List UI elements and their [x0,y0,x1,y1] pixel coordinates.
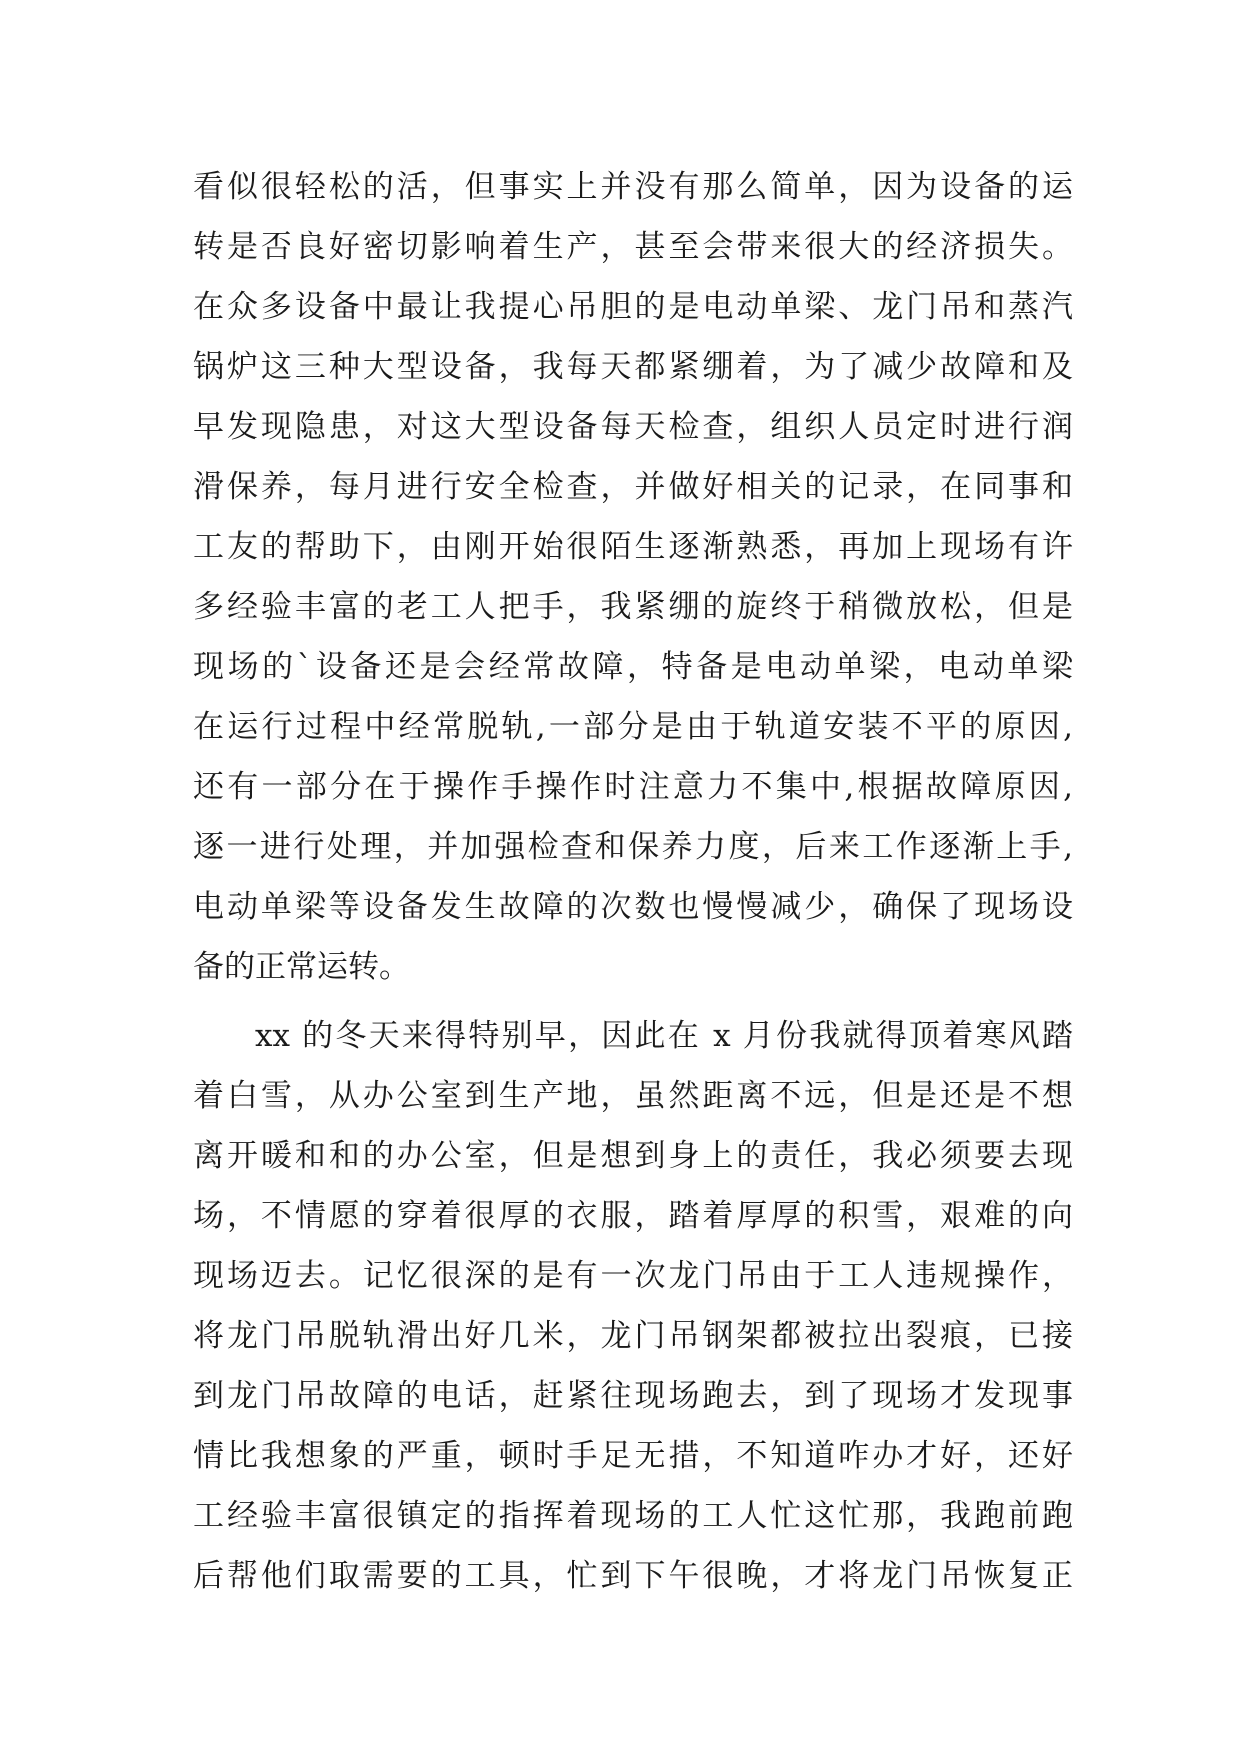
text-line: 情比我想象的严重，顿时手足无措，不知道咋办才好，还好 [193,1438,1073,1474]
text-line: 早发现隐患，对这大型设备每天检查，组织人员定时进行润 [193,409,1073,445]
text-line: 离开暖和和的办公室，但是想到身上的责任，我必须要去现 [193,1138,1073,1174]
text-line: 着白雪，从办公室到生产地，虽然距离不远，但是还是不想 [193,1078,1073,1114]
text-line: 看似很轻松的活，但事实上并没有那么简单，因为设备的运 [193,169,1073,205]
text-line: 场，不情愿的穿着很厚的衣服，踏着厚厚的积雪，艰难的向 [193,1198,1073,1234]
text-line: 多经验丰富的老工人把手，我紧绷的旋终于稍微放松，但是 [193,589,1073,625]
text-line: 电动单梁等设备发生故障的次数也慢慢减少，确保了现场设 [193,889,1073,925]
text-line: 将龙门吊脱轨滑出好几米，龙门吊钢架都被拉出裂痕，已接 [193,1318,1073,1354]
paragraph-spacer [193,997,1073,1006]
text-line: xx 的冬天来得特别早，因此在 x 月份我就得顶着寒风踏 [255,1018,1073,1054]
text-line: 后帮他们取需要的工具，忙到下午很晚，才将龙门吊恢复正 [193,1558,1073,1594]
document-body [193,157,1073,1606]
text-line: 现场迈去。记忆很深的是有一次龙门吊由于工人违规操作， [193,1258,1073,1294]
text-line: 在众多设备中最让我提心吊胆的是电动单梁、龙门吊和蒸汽 [193,289,1073,325]
text-line: 锅炉这三种大型设备，我每天都紧绷着，为了减少故障和及 [193,349,1073,385]
text-line: 逐一进行处理，并加强检查和保养力度，后来工作逐渐上手, [193,829,1073,865]
text-line: 在运行过程中经常脱轨,一部分是由于轨道安装不平的原因, [193,709,1073,745]
paragraph-2 [193,1006,1073,1606]
text-line: 转是否良好密切影响着生产，甚至会带来很大的经济损失。 [193,229,1073,265]
text-line: 现场的`设备还是会经常故障，特备是电动单梁，电动单梁 [193,649,1073,685]
paragraph-1 [193,157,1073,997]
text-line: 还有一部分在于操作手操作时注意力不集中,根据故障原因, [193,769,1073,805]
text-line: 到龙门吊故障的电话，赶紧往现场跑去，到了现场才发现事 [193,1378,1073,1414]
text-line: 备的正常运转。 [193,949,410,985]
text-line: 工友的帮助下，由刚开始很陌生逐渐熟悉，再加上现场有许 [193,529,1073,565]
text-line: 工经验丰富很镇定的指挥着现场的工人忙这忙那，我跑前跑 [193,1498,1073,1534]
text-line: 滑保养，每月进行安全检查，并做好相关的记录，在同事和 [193,469,1073,505]
